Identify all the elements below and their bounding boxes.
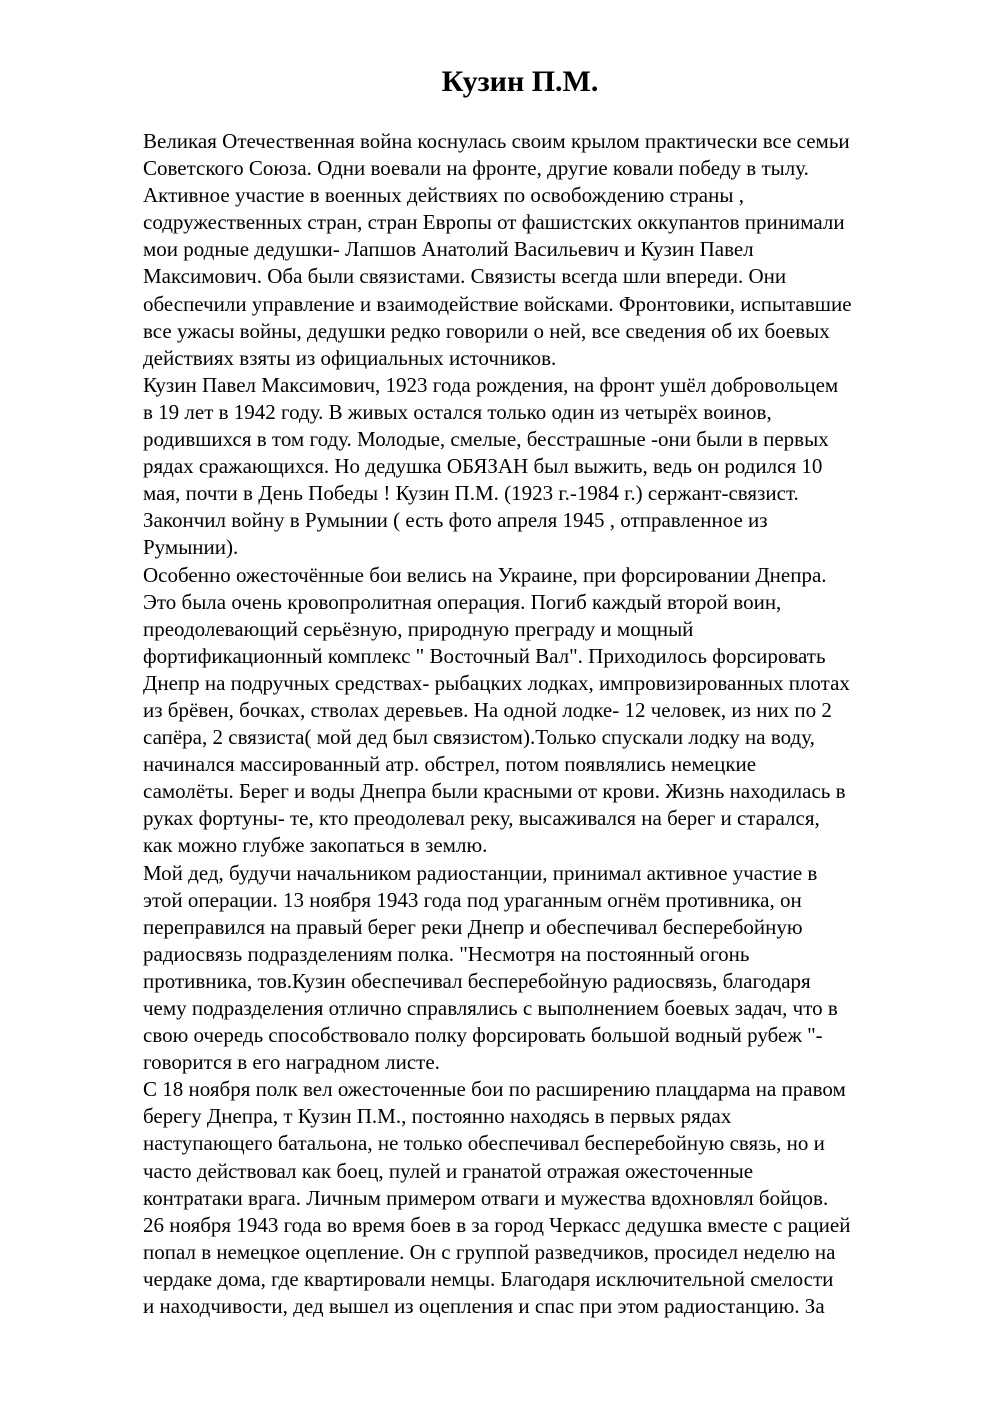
text-line: чему подразделения отлично справлялись с выполнением боевых задач, что в [143, 996, 838, 1020]
text-line: все ужасы войны, дедушки редко говорили о ней, все сведения об их боевых [143, 318, 830, 343]
text-line: Румынии). [143, 535, 239, 560]
text-line: сапёра, 2 связиста( мой дед был связистом).Только спускали лодку на воду, [143, 725, 815, 750]
text-line: Советского Союза. Одни воевали на фронте, другие ковали победу в тылу. [143, 156, 809, 181]
text-line: самолёты. Берег и воды Днепра были красными от крови. Жизнь находилась в [143, 779, 846, 804]
text-line: мои родные дедушки- Лапшов Анатолий Васильевич и Кузин Павел [143, 237, 754, 262]
text-line: Активное участие в военных действиях по освобождению страны , [143, 183, 744, 208]
text-line: содружественных стран, стран Европы от фашистских оккупантов принимали [143, 210, 845, 235]
text-line: противника, тов.Кузин обеспечивал бесперебойную радиосвязь, благодаря [143, 968, 811, 993]
text-line: начинался массированный атр. обстрел, потом появлялись немецкие [143, 752, 757, 777]
text-line: часто действовал как боец, пулей и гранатой отражая ожесточенные [143, 1158, 754, 1183]
text-line: обеспечили управление и взаимодействие войсками. Фронтовики, испытавшие [143, 291, 852, 316]
text-line: Кузин Павел Максимович, 1923 года рождения, на фронт ушёл добровольцем [143, 372, 839, 397]
text-line: радиосвязь подразделениям полка. "Несмотря на постоянный огонь [143, 941, 750, 966]
text-line: мая, почти в День Победы ! Кузин П.М. (1923 г.-1984 г.) сержант-связист. [143, 481, 799, 506]
text-line: берегу Днепра, т Кузин П.М., постоянно находясь в первых рядах [143, 1104, 732, 1129]
text-line: как можно глубже закопаться в землю. [143, 833, 488, 858]
text-line: Особенно ожесточённые бои велись на Украине, при форсировании Днепра. [143, 562, 827, 587]
text-line: говорится в его наградном листе. [143, 1050, 440, 1075]
text-line: переправился на правый берег реки Днепр и обеспечивал бесперебойную [143, 914, 803, 939]
text-line: Днепр на подручных средствах- рыбацких лодках, импровизированных плотах [143, 670, 850, 695]
text-line: родившихся в том году. Молодые, смелые, бесстрашные -они были в первых [143, 427, 829, 452]
text-line: руках фортуны- те, кто преодолевал реку, высаживался на берег и старался, [143, 806, 820, 831]
text-line: и находчивости, дед вышел из оцепления и спас при этом радиостанцию. За [143, 1294, 825, 1319]
text-line: действиях взяты из официальных источников. [143, 345, 557, 370]
text-line: наступающего батальона, не только обеспечивал бесперебойную связь, но и [143, 1131, 825, 1156]
text-line: Мой дед, будучи начальником радиостанции, принимал активное участие в [143, 860, 818, 885]
text-line: чердаке дома, где квартировали немцы. Благодаря исключительной смелости [143, 1266, 834, 1291]
text-line: Максимович. Оба были связистами. Связисты всегда шли впереди. Они [143, 264, 787, 289]
text-line: Это была очень кровопролитная операция. Погиб каждый второй воин, [143, 589, 782, 614]
text-line: в 19 лет в 1942 году. В живых остался только один из четырёх воинов, [143, 399, 772, 424]
document-body [143, 128, 943, 1320]
text-line: С 18 ноября полк вел ожесточенные бои по расширению плацдарма на правом [143, 1077, 846, 1102]
text-line: из брёвен, бочках, стволах деревьев. На одной лодке- 12 человек, из них по 2 [143, 697, 832, 722]
text-line: попал в немецкое оцепление. Он с группой разведчиков, просидел неделю на [143, 1239, 836, 1264]
text-line: преодолевающий серьёзную, природную преграду и мощный [143, 616, 694, 641]
text-line: контратаки врага. Личным примером отваги и мужества вдохновлял бойцов. [143, 1185, 829, 1210]
text-line: Закончил войну в Румынии ( есть фото апреля 1945 , отправленное из [143, 508, 768, 533]
text-line: рядах сражающихся. Но дедушка ОБЯЗАН был выжить, ведь он родился 10 [143, 454, 823, 479]
text-line: свою очередь способствовало полку форсировать большой водный рубеж "- [143, 1023, 823, 1048]
text-line: Великая Отечественная война коснулась своим крылом практически все семьи [143, 129, 850, 153]
document-title: Кузин П.М. [441, 65, 599, 98]
text-line: 26 ноября 1943 года во время боев в за город Черкасс дедушка вместе с рацией [143, 1212, 851, 1237]
text-line: этой операции. 13 ноября 1943 года под ураганным огнём противника, он [143, 887, 802, 912]
text-line: фортификационный комплекс " Восточный Вал". Приходилось форсировать [143, 643, 826, 668]
